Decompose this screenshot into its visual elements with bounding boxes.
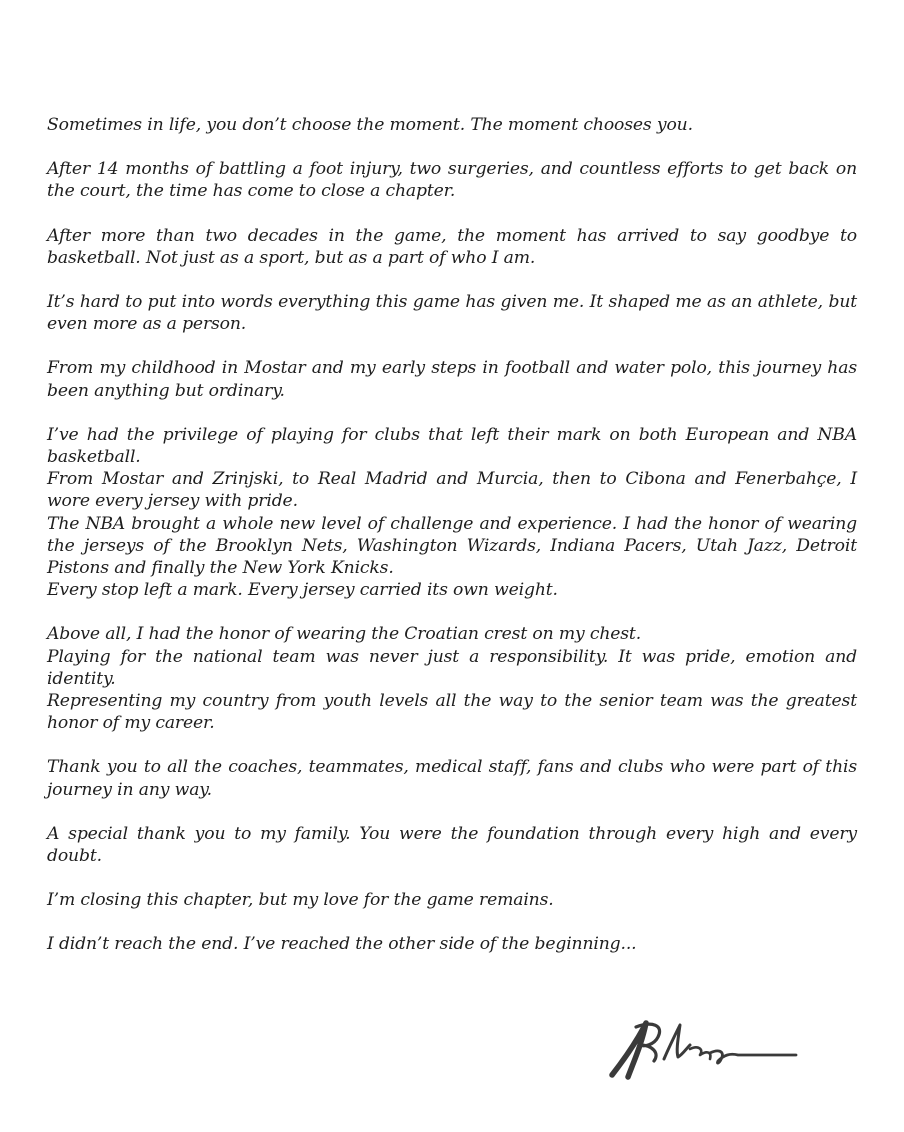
signature-strokes bbox=[612, 1023, 796, 1077]
letter-line: I’m closing this chapter, but my love for the game remains. bbox=[47, 890, 554, 911]
letter-line: Representing my country from youth levels all the way to the senior team was the greatest honor of my career. bbox=[47, 691, 857, 734]
handwritten-signature-icon bbox=[606, 1015, 802, 1085]
letter-line: After 14 months of battling a foot injury, two surgeries, and countless efforts to get back on the court, the time has come to close a chapter. bbox=[47, 159, 857, 202]
paragraph bbox=[47, 424, 857, 602]
letter-line: A special thank you to my family. You were the foundation through every high and every doubt. bbox=[47, 823, 857, 867]
letter-line: The NBA brought a whole new level of challenge and experience. I had the honor of wearing the jerseys of the Brooklyn Nets, Washington Wizards, Indiana Pacers, Utah Jazz, Detroit Pistons and finally the New York Knicks. bbox=[47, 513, 857, 579]
letter-line: Playing for the national team was never just a responsibility. It was pride, emotion and identity. bbox=[47, 646, 857, 689]
paragraph bbox=[47, 357, 857, 401]
letter-line: I’ve had the privilege of playing for clubs that left their mark on both European and NBA basketball. bbox=[47, 424, 857, 468]
paragraph bbox=[47, 756, 857, 800]
paragraph bbox=[47, 933, 857, 955]
letter-line: It’s hard to put into words everything this game has given me. It shaped me as an athlete, but even more as a person. bbox=[47, 292, 857, 335]
letter-line: I didn’t reach the end. I’ve reached the other side of the beginning... bbox=[47, 934, 637, 955]
letter-body bbox=[47, 114, 857, 978]
letter-line: Above all, I had the honor of wearing the Croatian crest on my chest. bbox=[47, 624, 642, 645]
letter-line: From my childhood in Mostar and my early steps in football and water polo, this journey has been anything but ordinary. bbox=[47, 358, 857, 401]
letter-line: Sometimes in life, you don’t choose the moment. The moment chooses you. bbox=[47, 115, 693, 135]
letter-line: From Mostar and Zrinjski, to Real Madrid and Murcia, then to Cibona and Fenerbahçe, I wore every jersey with pride. bbox=[47, 469, 857, 512]
paragraph bbox=[47, 114, 857, 136]
letter-line: Thank you to all the coaches, teammates, medical staff, fans and clubs who were part of this journey in any way. bbox=[47, 757, 857, 800]
paragraph bbox=[47, 889, 857, 911]
paragraph bbox=[47, 823, 857, 867]
paragraph bbox=[47, 225, 857, 269]
letter-line: Every stop left a mark. Every jersey carried its own weight. bbox=[47, 580, 558, 601]
paragraph bbox=[47, 291, 857, 335]
letter-line: After more than two decades in the game, the moment has arrived to say goodbye to basketball. Not just as a sport, but as a part of who I am. bbox=[47, 225, 857, 268]
paragraph bbox=[47, 158, 857, 202]
paragraph bbox=[47, 623, 857, 734]
